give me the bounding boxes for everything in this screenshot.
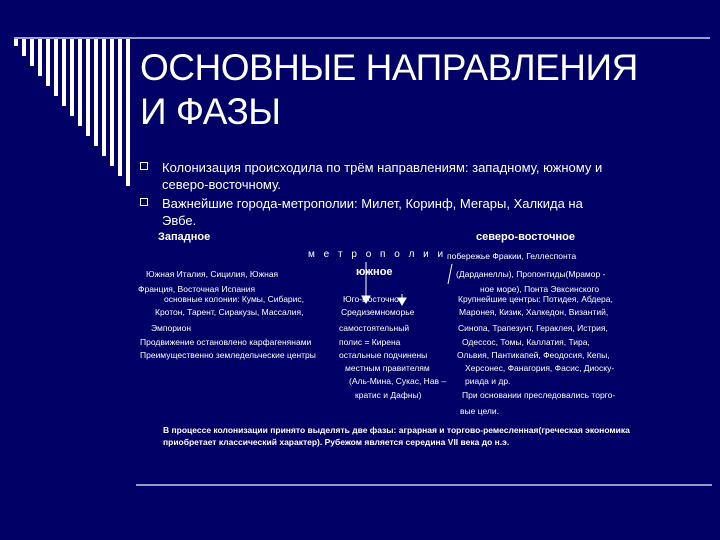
northeast-line: Крупнейшие центры: Потидея, Абдера, (458, 294, 613, 304)
square-bullet-icon (140, 162, 148, 170)
west-line: основные колонии: Кумы, Сибарис, (164, 294, 305, 304)
northeast-line: Херсонес, Фанагория, Фасис, Диоску- (465, 363, 615, 373)
south-line: Юго-Восточное (343, 294, 404, 304)
slide-title (140, 46, 700, 134)
west-line: Эмпорион (151, 323, 192, 333)
northeast-line: ное море), Понта Эвксинского (480, 284, 600, 294)
northeast-line: Маронея, Кизик, Халкедон, Византий, (459, 307, 609, 317)
bullet-text: Колонизация происходила по трём направлениям: западному, южному и северо-восточному. (162, 160, 603, 192)
summary-line: В процессе колонизации принято выделять две фазы: аграрная и торгово-ремесленная(греческая экономика (163, 425, 630, 435)
south-line: (Аль-Мина, Сукас, Нав – (349, 376, 447, 386)
south-line: полис = Кирена (339, 337, 401, 347)
south-line: местным правителям (345, 363, 430, 373)
bullet-item (140, 159, 610, 193)
west-line: Южная Италия, Сицилия, Южная (146, 269, 279, 279)
northeast-line: (Дарданеллы), Пропонтиды(Мрамор - (456, 269, 606, 279)
south-line: самостоятельный (339, 323, 410, 333)
northeast-line: риада и др. (465, 376, 511, 386)
phases-summary (163, 424, 683, 448)
northeast-header: северо-восточное (476, 231, 575, 243)
northeast-line: Ольвия, Пантикапей, Феодосия, Кепы, (457, 350, 610, 360)
west-line: Продвижение остановлено карфагенянами (140, 337, 312, 347)
west-line: Франция, Восточная Испания (138, 284, 256, 294)
bullet-text: Важнейшие города-метрополии: Милет, Коринф, Мегары, Халкида на Эвбе. (162, 196, 583, 228)
bottom-divider (136, 484, 712, 486)
south-line: кратис и Дафны) (355, 390, 422, 400)
bullet-item (140, 195, 610, 229)
south-line: Средиземноморье (341, 307, 415, 317)
northeast-line: побережье Фракии, Геллеспонта (447, 251, 577, 261)
west-header: Западное (158, 231, 211, 243)
west-line: Преимущественно земледельческие центры (140, 350, 316, 360)
south-header: южное (356, 266, 393, 278)
square-bullet-icon (140, 198, 148, 206)
west-line: Кротон, Тарент, Сиракузы, Массалия, (155, 307, 304, 317)
summary-line: приобретает классический характер). Рубежом является середина VII века до н.э. (163, 437, 510, 447)
northeast-line: Синопа, Трапезунт, Гераклея, Истрия, (458, 323, 608, 333)
northeast-line: вые цели. (460, 406, 500, 416)
south-line: остальные подчинены (339, 350, 428, 360)
title-line-1: ОСНОВНЫЕ НАПРАВЛЕНИЯ (140, 47, 638, 88)
northeast-line: Одессос, Томы, Каллатия, Тира, (462, 337, 590, 347)
northeast-line: При основании преследовались торго- (462, 390, 616, 400)
metropolii-label: м е т р о п о л и и (308, 249, 447, 260)
title-line-2: И ФАЗЫ (140, 91, 281, 132)
